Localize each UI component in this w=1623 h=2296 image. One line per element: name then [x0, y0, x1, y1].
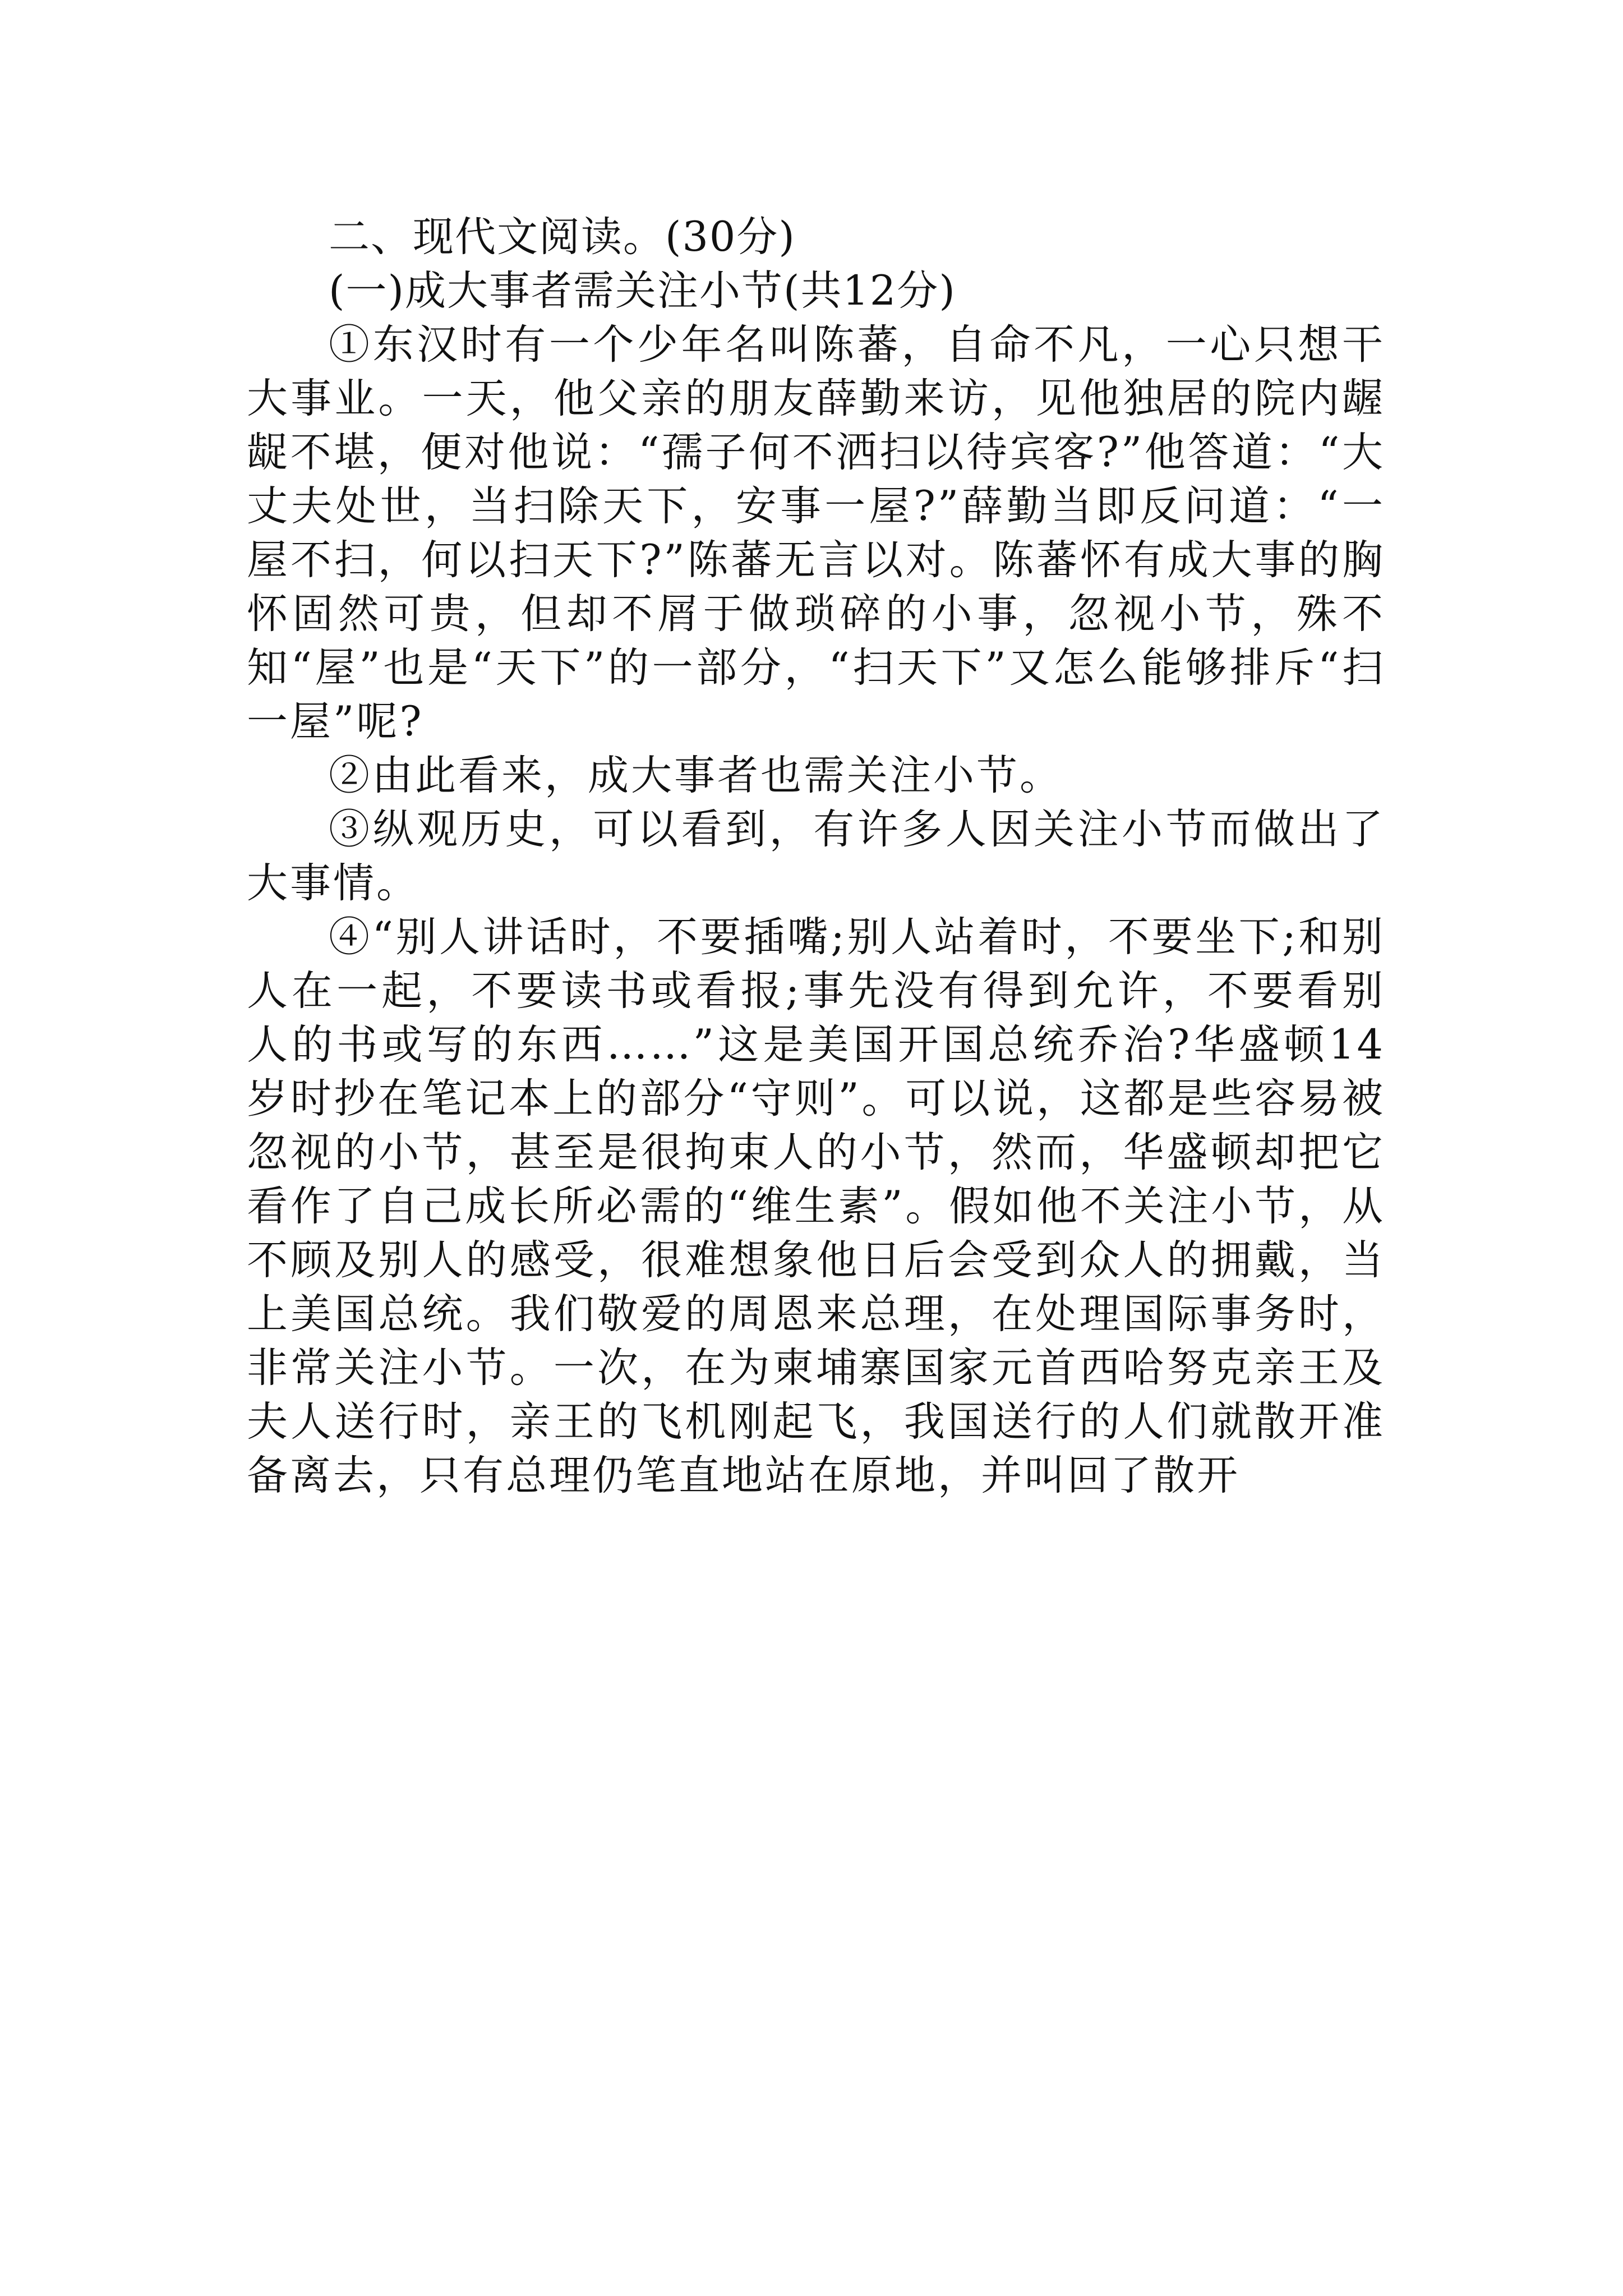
- paragraph-1: ①东汉时有一个少年名叫陈蕃，自命不凡，一心只想干大事业。一天，他父亲的朋友薛勤来访，见他独居的院内龌龊不堪，便对他说：“孺子何不洒扫以待宾客?”他答道：“大丈夫处世，当扫除天下，安事一屋?”薛勤当即反问道：“一屋不扫，何以扫天下?”陈蕃无言以对。陈蕃怀有成大事的胸怀固然可贵，但却不屑于做琐碎的小事，忽视小节，殊不知“屋”也是“天下”的一部分，“扫天下”又怎么能够排斥“扫一屋”呢?: [247, 321, 1385, 746]
- paragraph-2: ②由此看来，成大事者也需关注小节。: [329, 752, 1063, 799]
- passage-title: (一)成大事者需关注小节(共12分): [329, 267, 956, 315]
- paragraph-4: ④“别人讲话时，不要插嘴;别人站着时，不要坐下;和别人在一起，不要读书或看报;事先没有得到允许，不要看别人的书或写的东西……”这是美国开国总统乔治?华盛顿14岁时抄在笔记本上的部分“守则”。可以说，这都是些容易被忽视的小节，甚至是很拘束人的小节，然而，华盛顿却把它看作了自己成长所必需的“维生素”。假如他不关注小节，从不顾及别人的感受，很难想象他日后会受到众人的拥戴，当上美国总统。我们敬爱的周恩来总理，在处理国际事务时，非常关注小节。一次，在为柬埔寨国家元首西哈努克亲王及夫人送行时，亲王的飞机刚起飞，我国送行的人们就散开准备离去，只有总理仍笔直地站在原地，并叫回了散开: [247, 913, 1385, 1499]
- paragraph-3: ③纵观历史，可以看到，有许多人因关注小节而做出了大事情。: [247, 806, 1385, 907]
- section-title: 二、现代文阅读。(30分): [329, 213, 796, 261]
- document-body: [247, 210, 1385, 1503]
